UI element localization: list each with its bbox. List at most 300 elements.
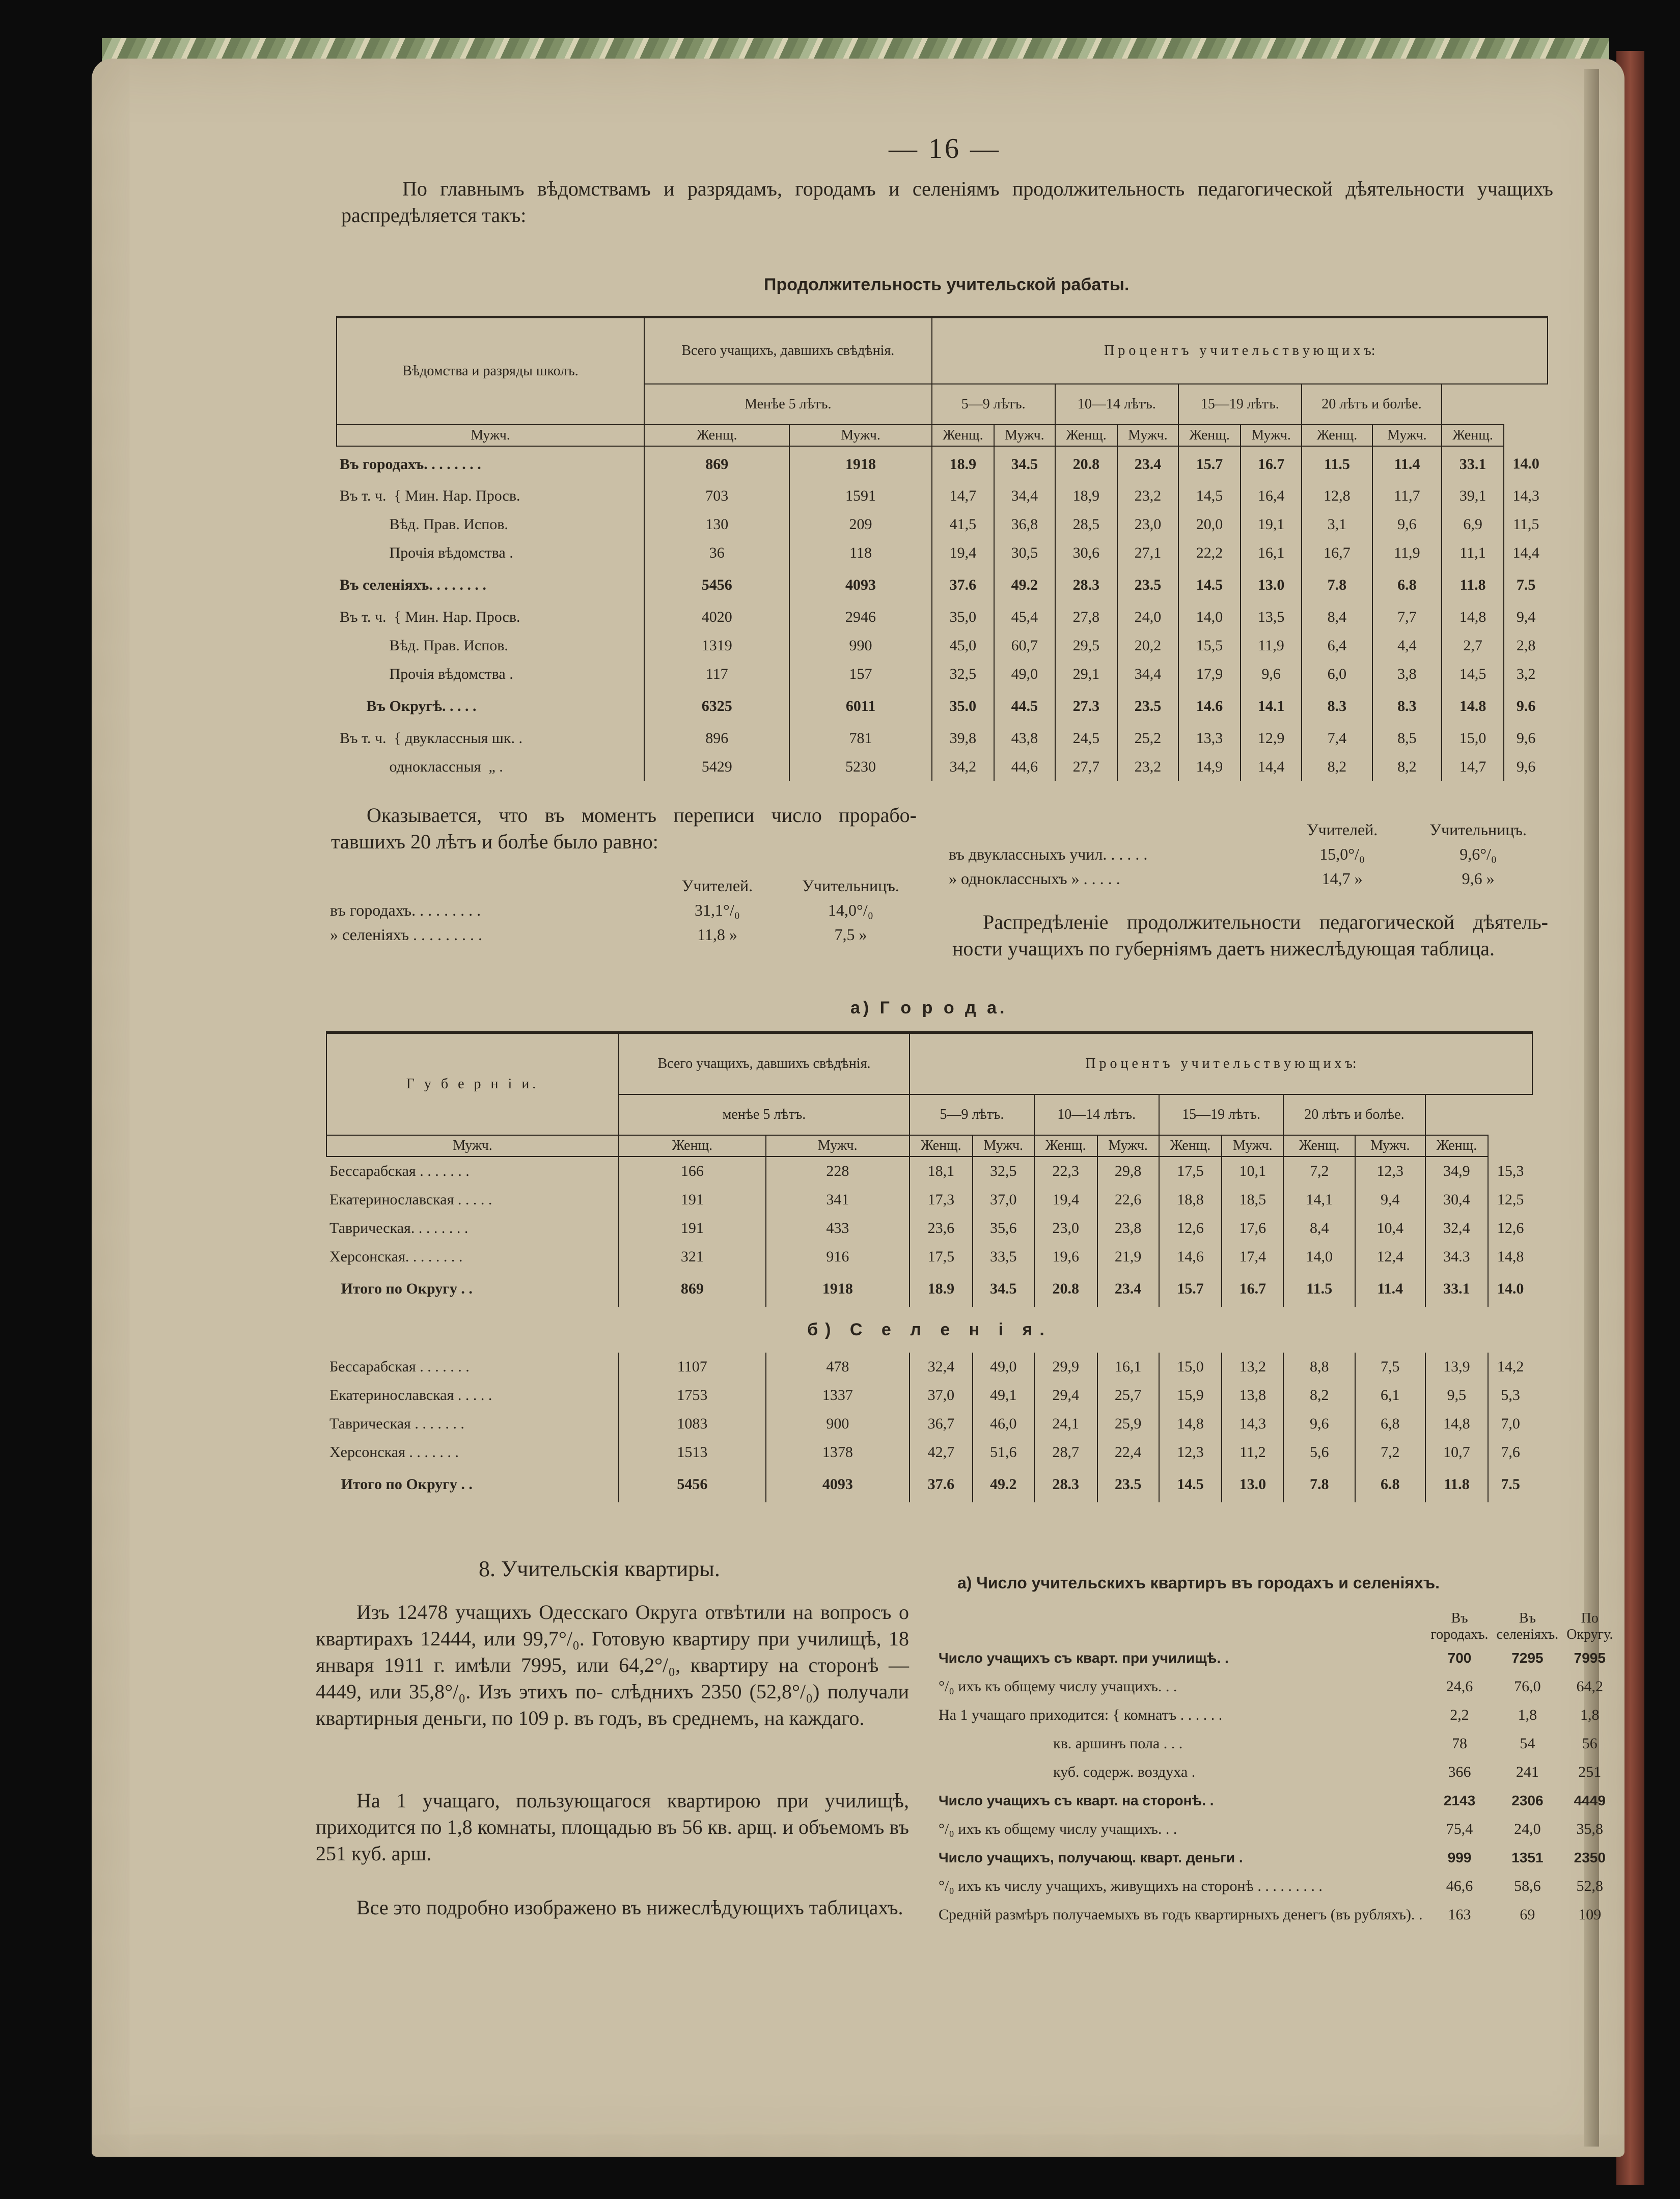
table-cell: 1378 xyxy=(766,1438,910,1467)
stat-teachers: 14,7 » xyxy=(1321,869,1363,888)
table-cell: 916 xyxy=(766,1243,910,1271)
table-cell: 27.3 xyxy=(1055,689,1117,724)
table-cell: 3,8 xyxy=(1372,660,1442,689)
mid-left-paragraph: Оказывается, что въ моментъ переписи число прорабо- тавшихъ 20 лѣтъ и болѣе было равно: xyxy=(331,804,917,853)
col-header-percent: П р о ц е н т ъ у ч и т е л ь с т в у ю щ и х ъ: xyxy=(932,317,1548,384)
table-cell: 11.5 xyxy=(1302,446,1372,482)
col-group-header: 20 лѣтъ и болѣе. xyxy=(1302,384,1442,425)
table-cell: 15,0 xyxy=(1442,724,1504,753)
row-label: одноклассныя „ . xyxy=(340,758,503,775)
table-cell: 33,5 xyxy=(973,1243,1034,1271)
table-cell: 13.0 xyxy=(1241,567,1302,603)
table-cell: 22,6 xyxy=(1097,1186,1159,1214)
col-group-header: менѣе 5 лѣтъ. xyxy=(619,1094,910,1135)
table-cell: 14,0 xyxy=(1283,1243,1355,1271)
table-row xyxy=(934,1815,1617,1844)
row-label: куб. содерж. воздуха . xyxy=(939,1764,1196,1780)
table-cell: 11.4 xyxy=(1355,1271,1425,1307)
table-row xyxy=(337,753,1548,781)
row-label: °/₀ ихъ къ общему числу учащихъ. . . xyxy=(939,1821,1177,1837)
table-cell: 14,7 xyxy=(1442,753,1504,781)
table-cell: 21,9 xyxy=(1097,1243,1159,1271)
table-cell: 32,4 xyxy=(1425,1214,1489,1243)
section8-paragraph-2: На 1 учащаго, пользующагося квартирою при училищѣ, приходится по 1,8 комнаты, площадью въ 56 кв. арщ. и объемомъ въ 251 куб. арш. xyxy=(316,1789,909,1865)
table-cell: 23.5 xyxy=(1117,567,1178,603)
stat-row xyxy=(945,842,1556,866)
col-group-header: 20 лѣтъ и болѣе. xyxy=(1283,1094,1425,1135)
table-cell: 32,5 xyxy=(973,1157,1034,1186)
stat-teachers: 15,0°/₀ xyxy=(1319,845,1365,863)
col-female-header: Женщ. xyxy=(1034,1135,1097,1157)
table-by-province xyxy=(326,1031,1533,1502)
row-label: Въ т. ч. { Мин. Нар. Просв. xyxy=(340,487,520,504)
table-cell: 7.8 xyxy=(1283,1467,1355,1502)
table-cell: 12,5 xyxy=(1488,1186,1532,1214)
table-cell: 30,4 xyxy=(1425,1186,1489,1214)
table-cell: 16.7 xyxy=(1241,446,1302,482)
col-female-header: Женщ. xyxy=(1425,1135,1489,1157)
table-cell: 23,0 xyxy=(1117,510,1178,539)
table-cell: 41,5 xyxy=(932,510,994,539)
table-cell: 25,2 xyxy=(1117,724,1178,753)
table-cell: 29,1 xyxy=(1055,660,1117,689)
table-cell: 19,4 xyxy=(1034,1186,1097,1214)
table-cell: 37,0 xyxy=(910,1381,973,1410)
table-cell: 999 xyxy=(1447,1850,1472,1865)
table-cell: 49,0 xyxy=(973,1353,1034,1381)
table-cell: 13,5 xyxy=(1241,603,1302,631)
table-cell: 58,6 xyxy=(1514,1878,1541,1894)
table-cell: 11.4 xyxy=(1372,446,1442,482)
stat-teacher-women: 14,0°/₀ xyxy=(828,901,873,919)
stat-row xyxy=(326,898,927,922)
table-cell: 14,3 xyxy=(1222,1410,1283,1438)
row-label: Прочія вѣдомства . xyxy=(340,544,513,561)
table-row xyxy=(934,1644,1617,1672)
table-cell: 6,4 xyxy=(1302,631,1372,660)
table-cell: 15,5 xyxy=(1178,631,1241,660)
table-cell: 10,4 xyxy=(1355,1214,1425,1243)
table-cell: 15,3 xyxy=(1488,1157,1532,1186)
table-row xyxy=(337,510,1548,539)
table-row xyxy=(934,1844,1617,1872)
table-cell: 228 xyxy=(766,1157,910,1186)
col-group-header: 15—19 лѣтъ. xyxy=(1178,384,1302,425)
table-cell: 8,2 xyxy=(1283,1381,1355,1410)
table-cell: 8,4 xyxy=(1283,1214,1355,1243)
col-female-header: Женщ. xyxy=(1283,1135,1355,1157)
table-cell: 17,9 xyxy=(1178,660,1241,689)
table-cell: 16,1 xyxy=(1241,539,1302,567)
table-cell: 22,2 xyxy=(1178,539,1241,567)
stat-row xyxy=(326,922,927,947)
col-male-header: Мужч. xyxy=(766,1135,910,1157)
stat-teachers: 31,1°/₀ xyxy=(695,901,740,919)
table-cell: 24,0 xyxy=(1117,603,1178,631)
col-group-header: 5—9 лѣтъ. xyxy=(932,384,1055,425)
table-cell: 11,1 xyxy=(1442,539,1504,567)
table-cell: 9,4 xyxy=(1504,603,1548,631)
table-cell: 54 xyxy=(1520,1735,1535,1752)
intro-paragraph: По главнымъ вѣдомствамъ и разрядамъ, городамъ и селеніямъ продолжительность педагогической дѣятельности учащихъ распредѣляется такъ: xyxy=(341,177,1553,227)
table-cell: 9,6 xyxy=(1504,753,1548,781)
table-cell: 19,6 xyxy=(1034,1243,1097,1271)
table-cell: 14,4 xyxy=(1241,753,1302,781)
table-cell: 6,8 xyxy=(1355,1410,1425,1438)
table-cell: 1337 xyxy=(766,1381,910,1410)
table-row xyxy=(326,1467,1532,1502)
table-cell: 2,2 xyxy=(1450,1707,1469,1723)
table-cell: 27,8 xyxy=(1055,603,1117,631)
col-female-header: Женщ. xyxy=(910,1135,973,1157)
table-cell: 1107 xyxy=(619,1353,766,1381)
table-cell: 36 xyxy=(644,539,789,567)
row-label: Вѣд. Прав. Испов. xyxy=(340,637,508,654)
row-label: Въ Округѣ. . . . . xyxy=(340,698,477,714)
table-cell: 34,9 xyxy=(1425,1157,1489,1186)
table-cell: 1591 xyxy=(789,482,931,510)
table-cell: 10,1 xyxy=(1222,1157,1283,1186)
table-cell: 76,0 xyxy=(1514,1678,1541,1695)
table-cell: 14,7 xyxy=(932,482,994,510)
table-cell: 118 xyxy=(789,539,931,567)
row-label: Въ селеніяхъ. . . . . . . . xyxy=(340,576,486,593)
table-cell: 781 xyxy=(789,724,931,753)
table-cell: 27,1 xyxy=(1117,539,1178,567)
table-cell: 4449 xyxy=(1574,1793,1606,1808)
table-cell: 6011 xyxy=(789,689,931,724)
table-cell: 14.5 xyxy=(1159,1467,1222,1502)
table-cell: 18,9 xyxy=(1055,482,1117,510)
table-cell: 17,5 xyxy=(910,1243,973,1271)
table-cell: 13.0 xyxy=(1222,1467,1283,1502)
row-label: Итого по Округу . . xyxy=(329,1476,473,1493)
stat-label: » селеніяхъ . . . . . . . . . xyxy=(330,925,483,944)
table-cell: 18,1 xyxy=(910,1157,973,1186)
col-group-header: Менѣе 5 лѣтъ. xyxy=(644,384,932,425)
table-cell: 11,2 xyxy=(1222,1438,1283,1467)
table-cell: 241 xyxy=(1516,1764,1539,1780)
table-cell: 9,5 xyxy=(1425,1381,1489,1410)
table-row xyxy=(326,1381,1532,1410)
table-cell: 4093 xyxy=(789,567,931,603)
table-cell: 33.1 xyxy=(1425,1271,1489,1307)
table-cell: 4,4 xyxy=(1372,631,1442,660)
table-cell: 30,6 xyxy=(1055,539,1117,567)
table-teacher-apartments xyxy=(934,1609,1617,1929)
table-row xyxy=(337,446,1548,482)
table-cell: 5230 xyxy=(789,753,931,781)
table-cell: 20,0 xyxy=(1178,510,1241,539)
col-female-header: Женщ. xyxy=(1302,425,1372,446)
table-row xyxy=(337,567,1548,603)
table-row xyxy=(337,539,1548,567)
col-teacher-women: Учительницъ. xyxy=(1429,820,1527,839)
table-cell: 34,2 xyxy=(932,753,994,781)
table-cell: 37.6 xyxy=(932,567,994,603)
table-cell: 44,6 xyxy=(994,753,1055,781)
col-header: По Округу. xyxy=(1566,1610,1613,1642)
table-cell: 42,7 xyxy=(910,1438,973,1467)
section8-paragraph-3: Все это подробно изображено въ нижеслѣдующихъ таблицахъ. xyxy=(356,1896,903,1919)
col-header-total: Всего учащихъ, давшихъ свѣдѣнія. xyxy=(619,1033,910,1095)
table-cell: 14,1 xyxy=(1283,1186,1355,1214)
stat-teachers: 11,8 » xyxy=(697,925,737,944)
table-cell: 9,6 xyxy=(1504,724,1548,753)
table-cell: 5,3 xyxy=(1488,1381,1532,1410)
table-cell: 366 xyxy=(1448,1764,1471,1780)
table-cell: 11.8 xyxy=(1442,567,1504,603)
table-cell: 7,6 xyxy=(1488,1438,1532,1467)
table-cell: 6,1 xyxy=(1355,1381,1425,1410)
section8-heading: 8. Учительскія квартиры. xyxy=(479,1556,720,1581)
col-header-dept: Вѣдомства и разряды школъ. xyxy=(337,317,644,425)
table-cell: 3,2 xyxy=(1504,660,1548,689)
table-cell: 251 xyxy=(1578,1764,1602,1780)
table-cell: 8.3 xyxy=(1372,689,1442,724)
stat-label: » одноклассныхъ » . . . . . xyxy=(949,869,1120,888)
table-cell: 14,8 xyxy=(1488,1243,1532,1271)
table-cell: 18.9 xyxy=(910,1271,973,1307)
table-row xyxy=(934,1872,1617,1901)
table-cell: 12,3 xyxy=(1159,1438,1222,1467)
table-row xyxy=(337,603,1548,631)
row-label: Херсонская. . . . . . . . xyxy=(329,1248,463,1265)
table-cell: 34,4 xyxy=(994,482,1055,510)
section-a-title: а) Г о р о д а. xyxy=(850,998,1008,1018)
table-cell: 1351 xyxy=(1511,1850,1544,1865)
table-cell: 5456 xyxy=(619,1467,766,1502)
table-cell: 23.4 xyxy=(1117,446,1178,482)
table-row xyxy=(934,1729,1617,1758)
page-number: — 16 — xyxy=(889,133,1001,164)
table-cell: 9,4 xyxy=(1355,1186,1425,1214)
table1-title: Продолжительность учительской рабаты. xyxy=(764,275,1130,294)
table-cell: 69 xyxy=(1520,1906,1535,1923)
table-cell: 11.8 xyxy=(1425,1467,1489,1502)
table-cell: 8,2 xyxy=(1302,753,1372,781)
table-cell: 12,6 xyxy=(1159,1214,1222,1243)
row-label: Число учащихъ съ кварт. при училищѣ. . xyxy=(939,1650,1229,1666)
table-cell: 9.6 xyxy=(1504,689,1548,724)
row-label: Бессарабская . . . . . . . xyxy=(329,1163,470,1179)
table-cell: 12,3 xyxy=(1355,1157,1425,1186)
table-cell: 46,6 xyxy=(1446,1878,1473,1894)
table-cell: 1513 xyxy=(619,1438,766,1467)
table-cell: 12,9 xyxy=(1241,724,1302,753)
table-cell: 32,5 xyxy=(932,660,994,689)
col-teacher-women: Учительницъ. xyxy=(802,876,899,895)
table-cell: 44.5 xyxy=(994,689,1055,724)
table-cell: 34.3 xyxy=(1425,1243,1489,1271)
table-cell: 1753 xyxy=(619,1381,766,1410)
col-header-province: Г у б е р н і и. xyxy=(326,1033,619,1136)
table-cell: 15,0 xyxy=(1159,1353,1222,1381)
stat-label: въ двуклассныхъ учил. . . . . . xyxy=(949,845,1148,863)
table-cell: 24,6 xyxy=(1446,1678,1473,1695)
table-cell: 8,2 xyxy=(1372,753,1442,781)
table-cell: 36,8 xyxy=(994,510,1055,539)
table-cell: 7.5 xyxy=(1488,1467,1532,1502)
table-cell: 14,9 xyxy=(1178,753,1241,781)
table-cell: 1918 xyxy=(789,446,931,482)
table-cell: 2143 xyxy=(1443,1793,1476,1808)
table-cell: 6,9 xyxy=(1442,510,1504,539)
table-cell: 14.1 xyxy=(1241,689,1302,724)
table-row xyxy=(337,482,1548,510)
table-cell: 23,2 xyxy=(1117,482,1178,510)
table-cell: 7,0 xyxy=(1488,1410,1532,1438)
table-cell: 700 xyxy=(1447,1650,1472,1666)
row-label: Екатеринославская . . . . . xyxy=(329,1191,492,1208)
table-row xyxy=(326,1186,1532,1214)
table-cell: 341 xyxy=(766,1186,910,1214)
table-cell: 16,4 xyxy=(1241,482,1302,510)
table-cell: 14,8 xyxy=(1442,603,1504,631)
col-male-header: Мужч. xyxy=(1355,1135,1425,1157)
stat-teacher-women: 7,5 » xyxy=(834,925,867,944)
table-cell: 1,8 xyxy=(1518,1707,1537,1723)
table-cell: 20.8 xyxy=(1055,446,1117,482)
col-female-header: Женщ. xyxy=(932,425,994,446)
table-cell: 7,5 xyxy=(1355,1353,1425,1381)
row-label: °/₀ ихъ къ общему числу учащихъ. . . xyxy=(939,1678,1177,1695)
col-teachers: Учителей. xyxy=(681,876,753,895)
table-cell: 12,4 xyxy=(1355,1243,1425,1271)
col-male-header: Мужч. xyxy=(789,425,931,446)
table-cell: 22,4 xyxy=(1097,1438,1159,1467)
table-cell: 16,7 xyxy=(1302,539,1372,567)
table-cell: 4020 xyxy=(644,603,789,631)
table-cell: 896 xyxy=(644,724,789,753)
col-female-header: Женщ. xyxy=(619,1135,766,1157)
row-label: Число учащихъ, получающ. кварт. деньги . xyxy=(939,1850,1243,1865)
table-cell: 28,7 xyxy=(1034,1438,1097,1467)
table-cell: 14.0 xyxy=(1504,446,1548,482)
table-cell: 32,4 xyxy=(910,1353,973,1381)
table-cell: 7,4 xyxy=(1302,724,1372,753)
table-row xyxy=(934,1901,1617,1929)
table-cell: 18.9 xyxy=(932,446,994,482)
table-cell: 4093 xyxy=(766,1467,910,1502)
table-cell: 12,8 xyxy=(1302,482,1372,510)
table-row xyxy=(934,1672,1617,1701)
table-cell: 37,0 xyxy=(973,1186,1034,1214)
table-cell: 23,6 xyxy=(910,1214,973,1243)
table-cell: 11.5 xyxy=(1283,1271,1355,1307)
table-cell: 900 xyxy=(766,1410,910,1438)
table-cell: 28.3 xyxy=(1034,1467,1097,1502)
table-cell: 7.5 xyxy=(1504,567,1548,603)
table-teaching-duration xyxy=(336,316,1548,781)
table-cell: 14,0 xyxy=(1178,603,1241,631)
table-cell: 34.5 xyxy=(973,1271,1034,1307)
table-cell: 191 xyxy=(619,1214,766,1243)
table-cell: 990 xyxy=(789,631,931,660)
stat-row xyxy=(945,866,1556,891)
table-cell: 9,6 xyxy=(1283,1410,1355,1438)
row-label: °/₀ ихъ къ числу учащихъ, живущихъ на сторонѣ . . . . . . . . . xyxy=(939,1878,1323,1894)
table-cell: 43,8 xyxy=(994,724,1055,753)
table-row xyxy=(934,1786,1617,1815)
col-teachers: Учителей. xyxy=(1306,820,1378,839)
table-cell: 28.3 xyxy=(1055,567,1117,603)
table-cell: 34,4 xyxy=(1117,660,1178,689)
table-cell: 25,9 xyxy=(1097,1410,1159,1438)
table-cell: 18,8 xyxy=(1159,1186,1222,1214)
table-cell: 321 xyxy=(619,1243,766,1271)
col-group-header: 5—9 лѣтъ. xyxy=(910,1094,1034,1135)
table-cell: 45,4 xyxy=(994,603,1055,631)
col-header-total: Всего учащихъ, давшихъ свѣдѣнія. xyxy=(644,317,932,384)
table-cell: 869 xyxy=(619,1271,766,1307)
table-cell: 2350 xyxy=(1574,1850,1606,1865)
table-cell: 35,8 xyxy=(1576,1821,1604,1837)
table-cell: 23.5 xyxy=(1117,689,1178,724)
table-cell: 35,0 xyxy=(932,603,994,631)
col-header: Въ городахъ. xyxy=(1430,1610,1489,1642)
table-cell: 29,4 xyxy=(1034,1381,1097,1410)
table-cell: 2946 xyxy=(789,603,931,631)
table-cell: 16,1 xyxy=(1097,1353,1159,1381)
table-cell: 39,1 xyxy=(1442,482,1504,510)
table-cell: 17,6 xyxy=(1222,1214,1283,1243)
row-label: Вѣд. Прав. Испов. xyxy=(340,516,508,533)
table-cell: 163 xyxy=(1448,1906,1471,1923)
table-cell: 433 xyxy=(766,1214,910,1243)
table-cell: 14,8 xyxy=(1425,1410,1489,1438)
table-cell: 157 xyxy=(789,660,931,689)
table-cell: 78 xyxy=(1452,1735,1468,1752)
table-cell: 36,7 xyxy=(910,1410,973,1438)
row-label: кв. аршинъ пола . . . xyxy=(939,1735,1183,1752)
col-male-header: Мужч. xyxy=(1117,425,1178,446)
stat-teacher-women: 9,6 » xyxy=(1462,869,1495,888)
table-row xyxy=(934,1701,1617,1729)
col-header: Въ селеніяхъ. xyxy=(1496,1610,1559,1642)
row-label: На 1 учащаго приходится: { комнатъ . . . . . . xyxy=(939,1707,1223,1723)
stat-label: въ городахъ. . . . . . . . . xyxy=(330,901,481,919)
table-cell: 19,4 xyxy=(932,539,994,567)
table-cell: 37.6 xyxy=(910,1467,973,1502)
table-cell: 5456 xyxy=(644,567,789,603)
table-cell: 14,5 xyxy=(1442,660,1504,689)
table-cell: 6,0 xyxy=(1302,660,1372,689)
mid-left-stats xyxy=(326,873,937,947)
table-cell: 16.7 xyxy=(1222,1271,1283,1307)
table-cell: 18,5 xyxy=(1222,1186,1283,1214)
table-cell: 13,8 xyxy=(1222,1381,1283,1410)
row-label: Въ т. ч. { Мин. Нар. Просв. xyxy=(340,609,520,625)
table-row xyxy=(934,1758,1617,1786)
col-group-header: 10—14 лѣтъ. xyxy=(1055,384,1178,425)
table-cell: 2,7 xyxy=(1442,631,1504,660)
col-male-header: Мужч. xyxy=(994,425,1055,446)
table-cell: 869 xyxy=(644,446,789,482)
table-cell: 2,8 xyxy=(1504,631,1548,660)
col-group-header: 10—14 лѣтъ. xyxy=(1034,1094,1159,1135)
row-label: Бессарабская . . . . . . . xyxy=(329,1358,470,1375)
table-cell: 25,7 xyxy=(1097,1381,1159,1410)
col-group-header: 15—19 лѣтъ. xyxy=(1159,1094,1284,1135)
table-cell: 166 xyxy=(619,1157,766,1186)
table-cell: 8,4 xyxy=(1302,603,1372,631)
table-cell: 14.0 xyxy=(1488,1271,1532,1307)
table-cell: 191 xyxy=(619,1186,766,1214)
table-row xyxy=(326,1353,1532,1381)
table-cell: 14.5 xyxy=(1178,567,1241,603)
table-cell: 7,7 xyxy=(1372,603,1442,631)
